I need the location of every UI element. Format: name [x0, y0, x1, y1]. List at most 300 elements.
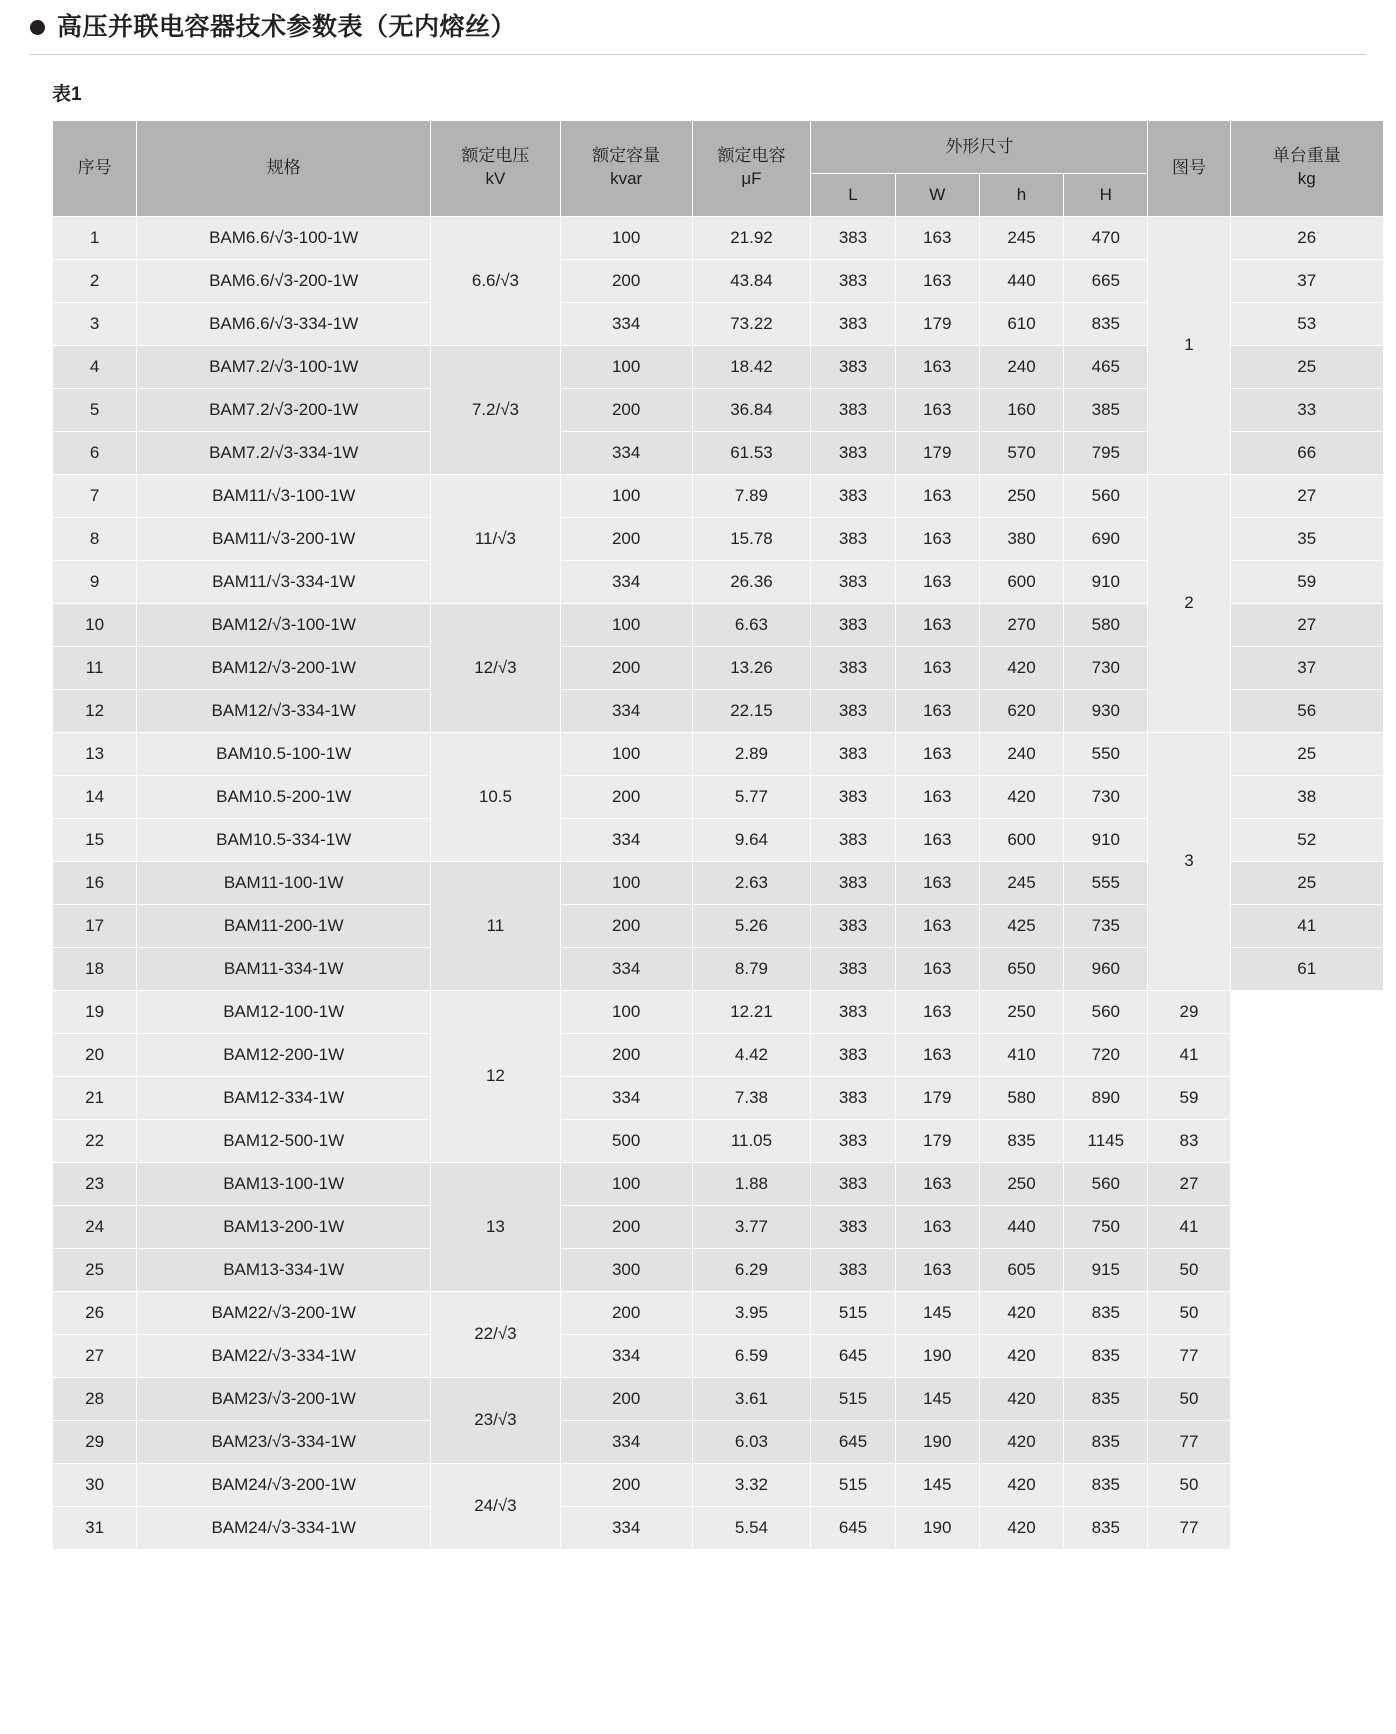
table-row [53, 1119, 1384, 1162]
col-header-spec: 规格 [137, 120, 431, 216]
cell-rated-voltage: 22/√3 [431, 1291, 561, 1377]
cell-weight: 50 [1148, 1377, 1230, 1420]
cell-rated-capacity: 200 [560, 1291, 692, 1334]
cell-weight: 27 [1148, 1162, 1230, 1205]
cell-spec: BAM23/√3-200-1W [137, 1377, 431, 1420]
col-header-rated-voltage-label: 额定电压 [461, 146, 530, 166]
table-header-row-1 [53, 120, 1384, 173]
cell-spec: BAM12-100-1W [137, 990, 431, 1033]
cell-dim-h-big: 915 [1064, 1248, 1148, 1291]
cell-rated-capacity: 200 [560, 1377, 692, 1420]
col-header-rated-voltage-unit: kV [485, 169, 506, 188]
cell-weight: 38 [1230, 775, 1383, 818]
cell-dim-h-big: 720 [1064, 1033, 1148, 1076]
cell-dim-h-small: 610 [979, 302, 1063, 345]
cell-dim-l: 383 [811, 1033, 895, 1076]
table-row [53, 990, 1384, 1033]
cell-rated-capacitance: 3.61 [692, 1377, 811, 1420]
cell-dim-h-big: 550 [1064, 732, 1148, 775]
cell-rated-capacity: 100 [560, 732, 692, 775]
col-header-dim-h-small: h [979, 173, 1063, 216]
cell-dim-h-small: 410 [979, 1033, 1063, 1076]
cell-dim-h-small: 605 [979, 1248, 1063, 1291]
cell-weight: 50 [1148, 1248, 1230, 1291]
cell-dim-h-big: 835 [1064, 1377, 1148, 1420]
cell-no: 22 [53, 1119, 137, 1162]
cell-rated-capacity: 100 [560, 474, 692, 517]
cell-dim-w: 163 [895, 947, 979, 990]
cell-dim-h-small: 240 [979, 345, 1063, 388]
cell-figure-no: 3 [1148, 732, 1230, 990]
cell-rated-capacity: 334 [560, 1506, 692, 1549]
col-header-dim-h-big: H [1064, 173, 1148, 216]
cell-dim-h-small: 600 [979, 818, 1063, 861]
cell-weight: 61 [1230, 947, 1383, 990]
cell-dim-h-big: 735 [1064, 904, 1148, 947]
cell-dim-l: 383 [811, 1162, 895, 1205]
cell-dim-h-small: 240 [979, 732, 1063, 775]
spec-table [52, 120, 1384, 1550]
cell-dim-h-small: 420 [979, 1334, 1063, 1377]
cell-spec: BAM11-100-1W [137, 861, 431, 904]
table-row [53, 216, 1384, 259]
cell-rated-capacity: 334 [560, 302, 692, 345]
table-row [53, 474, 1384, 517]
cell-dim-h-small: 420 [979, 1377, 1063, 1420]
cell-no: 30 [53, 1463, 137, 1506]
cell-dim-l: 383 [811, 517, 895, 560]
cell-spec: BAM12-500-1W [137, 1119, 431, 1162]
cell-dim-l: 383 [811, 560, 895, 603]
cell-dim-h-small: 420 [979, 646, 1063, 689]
cell-spec: BAM12/√3-334-1W [137, 689, 431, 732]
cell-rated-capacitance: 3.77 [692, 1205, 811, 1248]
cell-dim-l: 515 [811, 1463, 895, 1506]
cell-dim-h-big: 465 [1064, 345, 1148, 388]
cell-no: 18 [53, 947, 137, 990]
cell-dim-h-small: 620 [979, 689, 1063, 732]
cell-no: 16 [53, 861, 137, 904]
cell-no: 1 [53, 216, 137, 259]
cell-dim-h-big: 835 [1064, 1420, 1148, 1463]
cell-no: 11 [53, 646, 137, 689]
cell-dim-w: 163 [895, 474, 979, 517]
cell-rated-capacity: 334 [560, 818, 692, 861]
cell-weight: 83 [1148, 1119, 1230, 1162]
cell-dim-w: 163 [895, 603, 979, 646]
cell-no: 21 [53, 1076, 137, 1119]
cell-dim-l: 383 [811, 603, 895, 646]
cell-rated-capacitance: 6.29 [692, 1248, 811, 1291]
cell-dim-h-big: 835 [1064, 302, 1148, 345]
cell-dim-w: 163 [895, 259, 979, 302]
cell-rated-capacitance: 15.78 [692, 517, 811, 560]
cell-dim-w: 163 [895, 1033, 979, 1076]
table-row [53, 1377, 1384, 1420]
cell-spec: BAM10.5-100-1W [137, 732, 431, 775]
table-row [53, 1506, 1384, 1549]
cell-rated-capacity: 200 [560, 775, 692, 818]
cell-rated-capacity: 200 [560, 1205, 692, 1248]
cell-figure-no: 1 [1148, 216, 1230, 474]
table-row [53, 1463, 1384, 1506]
cell-spec: BAM11/√3-200-1W [137, 517, 431, 560]
cell-dim-l: 383 [811, 947, 895, 990]
cell-dim-h-small: 270 [979, 603, 1063, 646]
cell-rated-capacity: 100 [560, 861, 692, 904]
cell-spec: BAM13-100-1W [137, 1162, 431, 1205]
cell-rated-capacity: 200 [560, 259, 692, 302]
cell-rated-capacitance: 9.64 [692, 818, 811, 861]
cell-no: 28 [53, 1377, 137, 1420]
cell-rated-capacitance: 22.15 [692, 689, 811, 732]
cell-dim-l: 383 [811, 1248, 895, 1291]
cell-weight: 25 [1230, 345, 1383, 388]
cell-weight: 59 [1148, 1076, 1230, 1119]
cell-no: 2 [53, 259, 137, 302]
cell-dim-h-big: 385 [1064, 388, 1148, 431]
cell-no: 8 [53, 517, 137, 560]
cell-dim-l: 383 [811, 302, 895, 345]
cell-weight: 25 [1230, 861, 1383, 904]
cell-rated-capacitance: 6.03 [692, 1420, 811, 1463]
cell-no: 23 [53, 1162, 137, 1205]
cell-dim-l: 645 [811, 1506, 895, 1549]
cell-weight: 41 [1148, 1033, 1230, 1076]
cell-dim-l: 383 [811, 689, 895, 732]
cell-dim-w: 179 [895, 431, 979, 474]
cell-dim-l: 383 [811, 1119, 895, 1162]
cell-dim-l: 383 [811, 259, 895, 302]
table-row [53, 1420, 1384, 1463]
cell-weight: 35 [1230, 517, 1383, 560]
cell-spec: BAM24/√3-334-1W [137, 1506, 431, 1549]
cell-dim-h-small: 250 [979, 990, 1063, 1033]
cell-rated-capacitance: 73.22 [692, 302, 811, 345]
cell-no: 5 [53, 388, 137, 431]
table-row [53, 1162, 1384, 1205]
cell-no: 13 [53, 732, 137, 775]
cell-dim-w: 163 [895, 517, 979, 560]
cell-dim-h-big: 470 [1064, 216, 1148, 259]
cell-dim-h-small: 245 [979, 861, 1063, 904]
cell-dim-h-big: 555 [1064, 861, 1148, 904]
cell-dim-h-big: 890 [1064, 1076, 1148, 1119]
col-header-rated-capacity [560, 120, 692, 216]
cell-dim-h-big: 1145 [1064, 1119, 1148, 1162]
cell-rated-capacitance: 7.89 [692, 474, 811, 517]
cell-rated-voltage: 12 [431, 990, 561, 1162]
cell-dim-w: 145 [895, 1291, 979, 1334]
cell-dim-l: 383 [811, 388, 895, 431]
cell-spec: BAM13-334-1W [137, 1248, 431, 1291]
cell-spec: BAM11/√3-334-1W [137, 560, 431, 603]
cell-weight: 27 [1230, 474, 1383, 517]
cell-weight: 26 [1230, 216, 1383, 259]
cell-dim-h-small: 160 [979, 388, 1063, 431]
col-header-figure-no: 图号 [1148, 120, 1230, 216]
cell-dim-l: 383 [811, 861, 895, 904]
cell-spec: BAM22/√3-334-1W [137, 1334, 431, 1377]
cell-dim-h-small: 580 [979, 1076, 1063, 1119]
cell-dim-h-small: 420 [979, 1291, 1063, 1334]
cell-rated-capacitance: 1.88 [692, 1162, 811, 1205]
cell-dim-w: 163 [895, 904, 979, 947]
cell-dim-w: 179 [895, 302, 979, 345]
cell-rated-capacitance: 36.84 [692, 388, 811, 431]
cell-dim-l: 383 [811, 1205, 895, 1248]
cell-dim-h-small: 420 [979, 775, 1063, 818]
cell-dim-h-big: 835 [1064, 1291, 1148, 1334]
cell-dim-w: 163 [895, 345, 979, 388]
cell-weight: 37 [1230, 259, 1383, 302]
cell-dim-w: 163 [895, 861, 979, 904]
cell-rated-voltage: 12/√3 [431, 603, 561, 732]
cell-weight: 27 [1230, 603, 1383, 646]
cell-rated-capacitance: 6.63 [692, 603, 811, 646]
col-header-dim-l: L [811, 173, 895, 216]
cell-dim-h-big: 960 [1064, 947, 1148, 990]
cell-rated-capacity: 100 [560, 216, 692, 259]
cell-dim-l: 383 [811, 431, 895, 474]
cell-weight: 29 [1148, 990, 1230, 1033]
cell-rated-capacitance: 5.77 [692, 775, 811, 818]
cell-rated-capacitance: 26.36 [692, 560, 811, 603]
cell-dim-l: 383 [811, 216, 895, 259]
cell-dim-w: 163 [895, 818, 979, 861]
table-row [53, 1291, 1384, 1334]
cell-no: 15 [53, 818, 137, 861]
cell-dim-l: 515 [811, 1377, 895, 1420]
cell-dim-h-big: 560 [1064, 990, 1148, 1033]
col-header-no: 序号 [53, 120, 137, 216]
cell-dim-h-small: 835 [979, 1119, 1063, 1162]
cell-dim-h-big: 835 [1064, 1506, 1148, 1549]
cell-weight: 77 [1148, 1420, 1230, 1463]
cell-rated-voltage: 11 [431, 861, 561, 990]
cell-spec: BAM12/√3-200-1W [137, 646, 431, 689]
table-row [53, 1033, 1384, 1076]
col-header-rated-capacitance-unit: μF [741, 169, 762, 188]
cell-rated-capacitance: 2.63 [692, 861, 811, 904]
cell-rated-capacitance: 5.54 [692, 1506, 811, 1549]
cell-dim-h-big: 730 [1064, 775, 1148, 818]
cell-rated-capacity: 334 [560, 1420, 692, 1463]
cell-spec: BAM10.5-200-1W [137, 775, 431, 818]
cell-rated-capacitance: 6.59 [692, 1334, 811, 1377]
cell-weight: 50 [1148, 1291, 1230, 1334]
cell-spec: BAM11/√3-100-1W [137, 474, 431, 517]
cell-no: 19 [53, 990, 137, 1033]
cell-dim-w: 190 [895, 1420, 979, 1463]
cell-dim-h-small: 440 [979, 1205, 1063, 1248]
cell-rated-voltage: 7.2/√3 [431, 345, 561, 474]
bullet-icon [30, 20, 45, 35]
cell-spec: BAM7.2/√3-100-1W [137, 345, 431, 388]
cell-dim-l: 383 [811, 990, 895, 1033]
cell-dim-l: 383 [811, 474, 895, 517]
cell-dim-w: 190 [895, 1334, 979, 1377]
cell-rated-capacitance: 8.79 [692, 947, 811, 990]
cell-rated-capacitance: 4.42 [692, 1033, 811, 1076]
cell-dim-h-big: 580 [1064, 603, 1148, 646]
cell-no: 9 [53, 560, 137, 603]
cell-rated-capacity: 334 [560, 1334, 692, 1377]
cell-dim-l: 383 [811, 1076, 895, 1119]
cell-no: 24 [53, 1205, 137, 1248]
cell-weight: 41 [1230, 904, 1383, 947]
cell-dim-l: 383 [811, 775, 895, 818]
cell-rated-capacitance: 43.84 [692, 259, 811, 302]
col-header-dimensions: 外形尺寸 [811, 120, 1148, 173]
cell-no: 29 [53, 1420, 137, 1463]
page-title: 高压并联电容器技术参数表（无内熔丝） [57, 13, 517, 41]
cell-no: 7 [53, 474, 137, 517]
cell-rated-capacity: 334 [560, 560, 692, 603]
cell-dim-w: 163 [895, 990, 979, 1033]
cell-spec: BAM12/√3-100-1W [137, 603, 431, 646]
cell-dim-h-small: 420 [979, 1463, 1063, 1506]
cell-dim-h-big: 930 [1064, 689, 1148, 732]
cell-spec: BAM13-200-1W [137, 1205, 431, 1248]
cell-rated-voltage: 6.6/√3 [431, 216, 561, 345]
cell-dim-l: 515 [811, 1291, 895, 1334]
table-row [53, 1076, 1384, 1119]
cell-spec: BAM6.6/√3-334-1W [137, 302, 431, 345]
cell-dim-h-big: 560 [1064, 474, 1148, 517]
cell-dim-w: 145 [895, 1463, 979, 1506]
cell-rated-capacitance: 13.26 [692, 646, 811, 689]
cell-dim-w: 163 [895, 689, 979, 732]
cell-dim-w: 145 [895, 1377, 979, 1420]
cell-rated-capacity: 100 [560, 603, 692, 646]
cell-spec: BAM22/√3-200-1W [137, 1291, 431, 1334]
cell-spec: BAM7.2/√3-200-1W [137, 388, 431, 431]
cell-dim-l: 383 [811, 345, 895, 388]
cell-rated-capacitance: 2.89 [692, 732, 811, 775]
cell-dim-w: 163 [895, 1162, 979, 1205]
table-row [53, 1248, 1384, 1291]
cell-no: 4 [53, 345, 137, 388]
cell-weight: 77 [1148, 1506, 1230, 1549]
cell-spec: BAM11-200-1W [137, 904, 431, 947]
cell-rated-capacity: 200 [560, 388, 692, 431]
cell-dim-h-big: 910 [1064, 818, 1148, 861]
cell-rated-capacitance: 3.32 [692, 1463, 811, 1506]
cell-dim-w: 163 [895, 1248, 979, 1291]
cell-no: 27 [53, 1334, 137, 1377]
cell-rated-capacity: 200 [560, 904, 692, 947]
cell-weight: 33 [1230, 388, 1383, 431]
cell-dim-w: 163 [895, 216, 979, 259]
cell-dim-h-big: 835 [1064, 1463, 1148, 1506]
table-row [53, 1205, 1384, 1248]
cell-rated-capacitance: 12.21 [692, 990, 811, 1033]
cell-no: 26 [53, 1291, 137, 1334]
cell-dim-l: 645 [811, 1334, 895, 1377]
table-caption: 表1 [52, 83, 82, 105]
cell-dim-h-big: 835 [1064, 1334, 1148, 1377]
cell-dim-h-small: 440 [979, 259, 1063, 302]
cell-spec: BAM6.6/√3-100-1W [137, 216, 431, 259]
cell-rated-voltage: 11/√3 [431, 474, 561, 603]
cell-dim-h-small: 420 [979, 1506, 1063, 1549]
cell-spec: BAM12-334-1W [137, 1076, 431, 1119]
table-row [53, 732, 1384, 775]
cell-no: 12 [53, 689, 137, 732]
cell-weight: 56 [1230, 689, 1383, 732]
cell-dim-w: 163 [895, 1205, 979, 1248]
cell-spec: BAM6.6/√3-200-1W [137, 259, 431, 302]
cell-dim-h-small: 570 [979, 431, 1063, 474]
cell-dim-w: 179 [895, 1076, 979, 1119]
table-head [53, 120, 1384, 216]
cell-rated-capacity: 300 [560, 1248, 692, 1291]
cell-rated-capacitance: 3.95 [692, 1291, 811, 1334]
cell-rated-capacity: 200 [560, 1463, 692, 1506]
table-row [53, 1334, 1384, 1377]
cell-rated-capacitance: 7.38 [692, 1076, 811, 1119]
cell-dim-h-big: 910 [1064, 560, 1148, 603]
cell-rated-capacitance: 5.26 [692, 904, 811, 947]
cell-weight: 77 [1148, 1334, 1230, 1377]
cell-rated-capacity: 334 [560, 1076, 692, 1119]
cell-dim-h-big: 750 [1064, 1205, 1148, 1248]
cell-weight: 50 [1148, 1463, 1230, 1506]
cell-no: 3 [53, 302, 137, 345]
col-header-weight-label: 单台重量 [1272, 146, 1341, 166]
cell-spec: BAM24/√3-200-1W [137, 1463, 431, 1506]
cell-no: 20 [53, 1033, 137, 1076]
col-header-rated-capacity-unit: kvar [610, 169, 643, 188]
cell-dim-l: 383 [811, 818, 895, 861]
cell-weight: 66 [1230, 431, 1383, 474]
cell-spec: BAM12-200-1W [137, 1033, 431, 1076]
cell-rated-capacity: 500 [560, 1119, 692, 1162]
cell-rated-capacity: 334 [560, 947, 692, 990]
col-header-weight [1230, 120, 1383, 216]
cell-rated-capacity: 334 [560, 689, 692, 732]
cell-spec: BAM7.2/√3-334-1W [137, 431, 431, 474]
cell-figure-no: 2 [1148, 474, 1230, 732]
cell-no: 6 [53, 431, 137, 474]
cell-dim-l: 645 [811, 1420, 895, 1463]
cell-rated-voltage: 13 [431, 1162, 561, 1291]
cell-weight: 25 [1230, 732, 1383, 775]
cell-dim-l: 383 [811, 904, 895, 947]
table-body [53, 216, 1384, 1549]
cell-weight: 53 [1230, 302, 1383, 345]
cell-rated-capacity: 200 [560, 646, 692, 689]
cell-dim-l: 383 [811, 646, 895, 689]
cell-dim-h-small: 380 [979, 517, 1063, 560]
cell-no: 25 [53, 1248, 137, 1291]
cell-rated-voltage: 10.5 [431, 732, 561, 861]
cell-weight: 41 [1148, 1205, 1230, 1248]
cell-dim-h-big: 795 [1064, 431, 1148, 474]
cell-no: 14 [53, 775, 137, 818]
cell-dim-h-big: 730 [1064, 646, 1148, 689]
cell-rated-capacity: 100 [560, 1162, 692, 1205]
cell-spec: BAM10.5-334-1W [137, 818, 431, 861]
cell-dim-h-big: 560 [1064, 1162, 1148, 1205]
cell-dim-h-small: 425 [979, 904, 1063, 947]
cell-rated-voltage: 24/√3 [431, 1463, 561, 1549]
cell-weight: 52 [1230, 818, 1383, 861]
col-header-rated-voltage [431, 120, 561, 216]
col-header-rated-capacitance-label: 额定电容 [717, 146, 786, 166]
cell-rated-capacity: 100 [560, 345, 692, 388]
